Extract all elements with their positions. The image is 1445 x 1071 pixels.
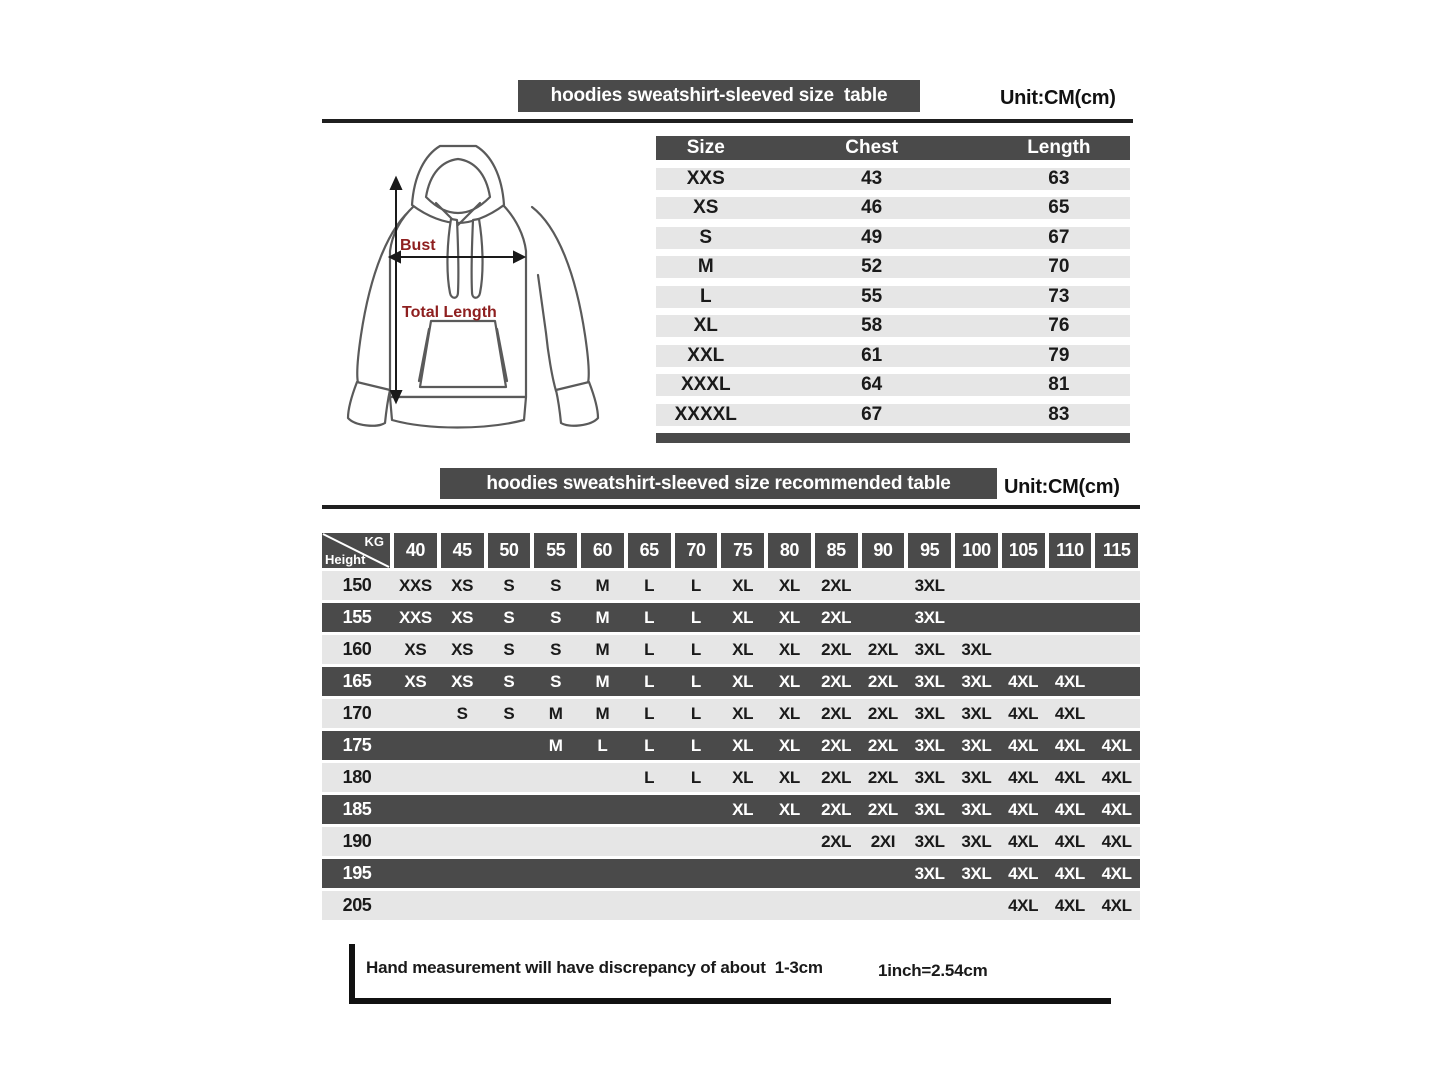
size-recommendation-cell: 2XL: [821, 607, 852, 627]
total-length-label: Total Length: [402, 304, 497, 321]
size-recommendation-cell: XS: [451, 639, 474, 659]
size-recommendation-cell: XS: [451, 607, 474, 627]
size-table-row: [656, 256, 1130, 278]
size-recommendation-cell: XL: [732, 671, 754, 691]
recommendation-row: [322, 859, 1140, 888]
size-recommendation-cell: L: [690, 703, 701, 723]
size-recommendation-cell: 4XL: [1101, 831, 1132, 851]
height-row-label: 165: [342, 671, 372, 691]
size-recommendation-cell: 2XL: [867, 639, 898, 659]
size-recommendation-cell: 4XL: [1054, 671, 1085, 691]
size-cell: XL: [693, 315, 718, 336]
size-recommendation-cell: 4XL: [1101, 767, 1132, 787]
size-recommendation-cell: XL: [732, 575, 754, 595]
size-recommendation-cell: XL: [778, 703, 800, 723]
length-cell: 73: [1048, 285, 1070, 307]
size-recommendation-cell: S: [550, 575, 562, 595]
length-cell: 65: [1048, 197, 1070, 218]
height-row-label: 180: [342, 767, 372, 787]
height-row-label: 170: [342, 703, 372, 723]
weight-column-header: 95: [908, 533, 951, 568]
recommendation-row: [322, 763, 1140, 792]
size-recommendation-cell: 3XL: [914, 639, 945, 659]
chest-column-header: Chest: [845, 137, 899, 158]
weight-column-header: 55: [534, 533, 577, 568]
bust-label: Bust: [400, 237, 436, 254]
hoodie-measurement-diagram: [328, 133, 618, 455]
size-recommendation-cell: 2XL: [867, 671, 898, 691]
weight-column-header: 105: [1002, 533, 1045, 568]
height-row-label: 195: [342, 863, 372, 883]
size-recommendation-cell: XL: [778, 607, 800, 627]
size-recommendation-cell: XL: [732, 799, 754, 819]
size-recommendation-cell: 2XL: [821, 767, 852, 787]
size-recommendation-cell: 4XL: [1054, 703, 1085, 723]
weight-column-header: 60: [581, 533, 624, 568]
size-recommendation-cell: 4XL: [1054, 831, 1085, 851]
chest-cell: 49: [861, 226, 883, 248]
measurement-note: Hand measurement will have discrepancy of about 1-3cm: [366, 958, 823, 977]
size-recommendation-cell: XL: [778, 671, 800, 691]
size-recommendation-cell: 2XL: [867, 799, 898, 819]
size-recommendation-cell: 3XL: [914, 607, 945, 627]
length-cell: 63: [1048, 167, 1070, 189]
matrix-body: [322, 571, 1140, 920]
size-recommendation-cell: 3XL: [961, 767, 992, 787]
size-table: [656, 136, 1130, 443]
unit-label-bottom: Unit:CM(cm): [1004, 476, 1120, 498]
recommendation-row: [322, 635, 1140, 664]
recommendation-row: [322, 795, 1140, 824]
divider-line-bottom: [322, 505, 1140, 509]
size-recommendation-cell: S: [503, 639, 515, 659]
weight-column-header: 75: [721, 533, 764, 568]
size-recommendation-cell: L: [644, 607, 655, 627]
chest-cell: 61: [861, 344, 883, 366]
size-recommendation-cell: M: [595, 703, 610, 723]
size-recommendation-cell: 2XL: [821, 639, 852, 659]
size-recommendation-cell: L: [690, 671, 701, 691]
size-recommendation-cell: M: [595, 639, 610, 659]
matrix-corner-cell: [322, 533, 390, 568]
size-recommendation-cell: XS: [404, 639, 427, 659]
length-cell: 79: [1048, 344, 1070, 366]
size-cell: XXL: [687, 344, 725, 366]
size-recommendation-cell: XXS: [398, 607, 432, 627]
size-recommendation-cell: XL: [732, 703, 754, 723]
size-recommendation-cell: 2XL: [821, 671, 852, 691]
size-recommendation-cell: S: [550, 639, 562, 659]
height-row-label: 205: [342, 895, 372, 915]
size-recommendation-cell: M: [595, 607, 610, 627]
size-recommendation-cell: 3XL: [961, 735, 992, 755]
size-recommendation-cell: 3XL: [961, 639, 992, 659]
size-table-row: [656, 227, 1130, 249]
recommendation-row: [322, 571, 1140, 600]
recommendation-row: [322, 827, 1140, 856]
size-recommendation-cell: S: [456, 703, 468, 723]
length-cell: 81: [1048, 374, 1070, 395]
size-recommendation-cell: 2XL: [821, 735, 852, 755]
weight-column-header: 100: [955, 533, 998, 568]
size-recommendation-cell: 2XL: [821, 831, 852, 851]
size-recommendation-cell: XS: [451, 671, 474, 691]
size-recommendation-cell: L: [644, 671, 655, 691]
size-recommendation-cell: M: [595, 671, 610, 691]
size-recommendation-cell: XL: [778, 799, 800, 819]
weight-column-header: 70: [675, 533, 718, 568]
size-recommendation-cell: XL: [732, 735, 754, 755]
length-cell: 76: [1048, 315, 1070, 336]
hoodie-outline: [348, 146, 598, 428]
size-recommendation-cell: 3XL: [961, 671, 992, 691]
size-table-row: [656, 404, 1130, 426]
inch-conversion-note: 1inch=2.54cm: [878, 961, 988, 980]
size-recommendation-cell: 2XL: [867, 703, 898, 723]
size-recommendation-cell: 3XL: [914, 703, 945, 723]
size-recommendation-cell: L: [644, 703, 655, 723]
size-recommendation-cell: S: [503, 607, 515, 627]
size-recommendation-cell: 4XL: [1054, 799, 1085, 819]
weight-column-header: 45: [441, 533, 484, 568]
size-recommendation-cell: 2XL: [821, 799, 852, 819]
size-recommendation-cell: XL: [778, 767, 800, 787]
size-recommendation-cell: 4XL: [1008, 671, 1039, 691]
weight-column-header: 80: [768, 533, 811, 568]
size-recommendation-cell: L: [644, 735, 655, 755]
unit-label-top: Unit:CM(cm): [1000, 87, 1116, 109]
size-recommendation-cell: L: [690, 639, 701, 659]
height-row-label: 155: [342, 607, 372, 627]
size-table-row: [656, 315, 1130, 337]
recommendation-row: [322, 699, 1140, 728]
size-recommendation-cell: 4XL: [1054, 735, 1085, 755]
size-recommendation-cell: 3XL: [914, 831, 945, 851]
size-recommendation-cell: 4XL: [1008, 767, 1039, 787]
size-recommendation-cell: 2XL: [867, 767, 898, 787]
size-recommendation-cell: 4XL: [1101, 863, 1132, 883]
size-table-row: [656, 168, 1130, 190]
size-recommendation-cell: L: [644, 575, 655, 595]
size-recommendation-cell: 3XL: [914, 735, 945, 755]
size-cell: XXXL: [680, 374, 731, 395]
size-recommendation-cell: 3XL: [914, 575, 945, 595]
size-recommendation-cell: XXS: [398, 575, 432, 595]
size-recommendation-cell: 3XL: [961, 831, 992, 851]
size-recommendation-cell: S: [503, 703, 515, 723]
height-row-label: 150: [342, 575, 372, 595]
size-recommendation-cell: 4XL: [1054, 863, 1085, 883]
size-table-body: [656, 168, 1130, 426]
size-cell: M: [697, 256, 714, 277]
size-recommendation-cell: 4XL: [1008, 735, 1039, 755]
size-recommendation-cell: L: [690, 607, 701, 627]
size-recommendation-cell: XL: [732, 767, 754, 787]
height-row-label: 175: [342, 735, 372, 755]
size-recommendation-cell: XL: [732, 639, 754, 659]
height-row-label: 185: [342, 799, 372, 819]
size-recommendation-cell: 4XL: [1101, 735, 1132, 755]
chest-cell: 67: [861, 403, 883, 425]
size-recommendation-cell: XL: [732, 607, 754, 627]
size-recommendation-cell: 3XL: [961, 799, 992, 819]
size-recommendation-cell: XL: [778, 735, 800, 755]
size-recommendation-cell: L: [597, 735, 608, 755]
size-recommendation-cell: 4XL: [1008, 799, 1039, 819]
length-cell: 83: [1048, 403, 1070, 425]
height-row-label: 160: [342, 639, 372, 659]
size-recommendation-cell: 4XL: [1054, 767, 1085, 787]
size-recommendation-cell: 4XL: [1008, 831, 1039, 851]
size-recommendation-cell: 4XL: [1008, 703, 1039, 723]
length-column-header: Length: [1027, 137, 1091, 158]
size-recommendation-cell: XS: [404, 671, 427, 691]
size-recommendation-cell: S: [550, 671, 562, 691]
size-recommendation-cell: 4XL: [1101, 799, 1132, 819]
size-recommendation-cell: 4XL: [1054, 895, 1085, 915]
size-recommendation-cell: XS: [451, 575, 474, 595]
size-recommendation-cell: 4XL: [1008, 895, 1039, 915]
size-recommendation-cell: 2XI: [870, 831, 896, 851]
size-recommendation-cell: L: [644, 639, 655, 659]
weight-column-header: 90: [862, 533, 905, 568]
footer-left-border: [349, 944, 355, 1004]
recommendation-row: [322, 603, 1140, 632]
chest-cell: 64: [861, 374, 883, 395]
recommended-table-title-bar: hoodies sweatshirt-sleeved size recommended table: [440, 468, 997, 499]
size-cell: L: [699, 285, 712, 307]
recommendation-row: [322, 667, 1140, 696]
size-recommendation-cell: 3XL: [961, 703, 992, 723]
size-cell: XXXXL: [674, 403, 737, 425]
size-recommendation-matrix: [322, 533, 1140, 920]
size-table-bottom-bar: [656, 433, 1130, 443]
size-recommendation-cell: XL: [778, 639, 800, 659]
weight-column-header: 115: [1095, 533, 1138, 568]
size-table-row: [656, 345, 1130, 367]
length-cell: 67: [1048, 226, 1070, 248]
size-recommendation-cell: 3XL: [914, 767, 945, 787]
weight-column-header: 85: [815, 533, 858, 568]
chest-cell: 55: [861, 285, 883, 307]
size-recommendation-cell: M: [548, 735, 563, 755]
size-recommendation-cell: XL: [778, 575, 800, 595]
weight-column-header: 50: [488, 533, 531, 568]
size-recommendation-cell: M: [595, 575, 610, 595]
size-recommendation-cell: 3XL: [914, 799, 945, 819]
weight-column-header: 110: [1049, 533, 1092, 568]
size-recommendation-cell: 2XL: [821, 575, 852, 595]
size-cell: XXS: [686, 167, 725, 189]
corner-kg-label: KG: [364, 534, 384, 549]
size-table-header-row: [656, 136, 1130, 160]
size-recommendation-cell: 3XL: [914, 671, 945, 691]
weight-column-header: 40: [394, 533, 437, 568]
size-recommendation-cell: S: [550, 607, 562, 627]
recommendation-row: [322, 731, 1140, 760]
size-recommendation-cell: 4XL: [1101, 895, 1132, 915]
footer-bottom-border: [349, 998, 1111, 1004]
size-recommendation-cell: 2XL: [821, 703, 852, 723]
chest-cell: 52: [861, 256, 883, 277]
size-table-row: [656, 374, 1130, 396]
size-table-row: [656, 286, 1130, 308]
size-recommendation-cell: M: [548, 703, 563, 723]
height-row-label: 190: [342, 831, 372, 851]
size-recommendation-cell: 3XL: [961, 863, 992, 883]
chest-cell: 58: [861, 315, 883, 336]
size-cell: S: [699, 226, 713, 248]
recommendation-row: [322, 891, 1140, 920]
size-recommendation-cell: L: [690, 575, 701, 595]
size-table-title-bar: hoodies sweatshirt-sleeved size table: [518, 80, 920, 112]
size-recommendation-cell: S: [503, 671, 515, 691]
corner-height-label: Height: [325, 552, 366, 567]
size-cell: XS: [693, 197, 719, 218]
size-recommendation-cell: L: [690, 735, 701, 755]
size-table-row: [656, 197, 1130, 219]
size-recommendation-cell: 2XL: [867, 735, 898, 755]
size-recommendation-cell: L: [690, 767, 701, 787]
size-recommendation-cell: 4XL: [1008, 863, 1039, 883]
chest-cell: 46: [861, 197, 883, 218]
size-column-header: Size: [686, 137, 725, 158]
matrix-header-row: [322, 533, 1140, 568]
weight-column-header: 65: [628, 533, 671, 568]
chest-cell: 43: [861, 167, 883, 189]
size-recommendation-cell: L: [644, 767, 655, 787]
size-recommendation-cell: 3XL: [914, 863, 945, 883]
size-recommendation-cell: S: [503, 575, 515, 595]
divider-line-top: [322, 119, 1133, 123]
length-cell: 70: [1048, 256, 1070, 277]
